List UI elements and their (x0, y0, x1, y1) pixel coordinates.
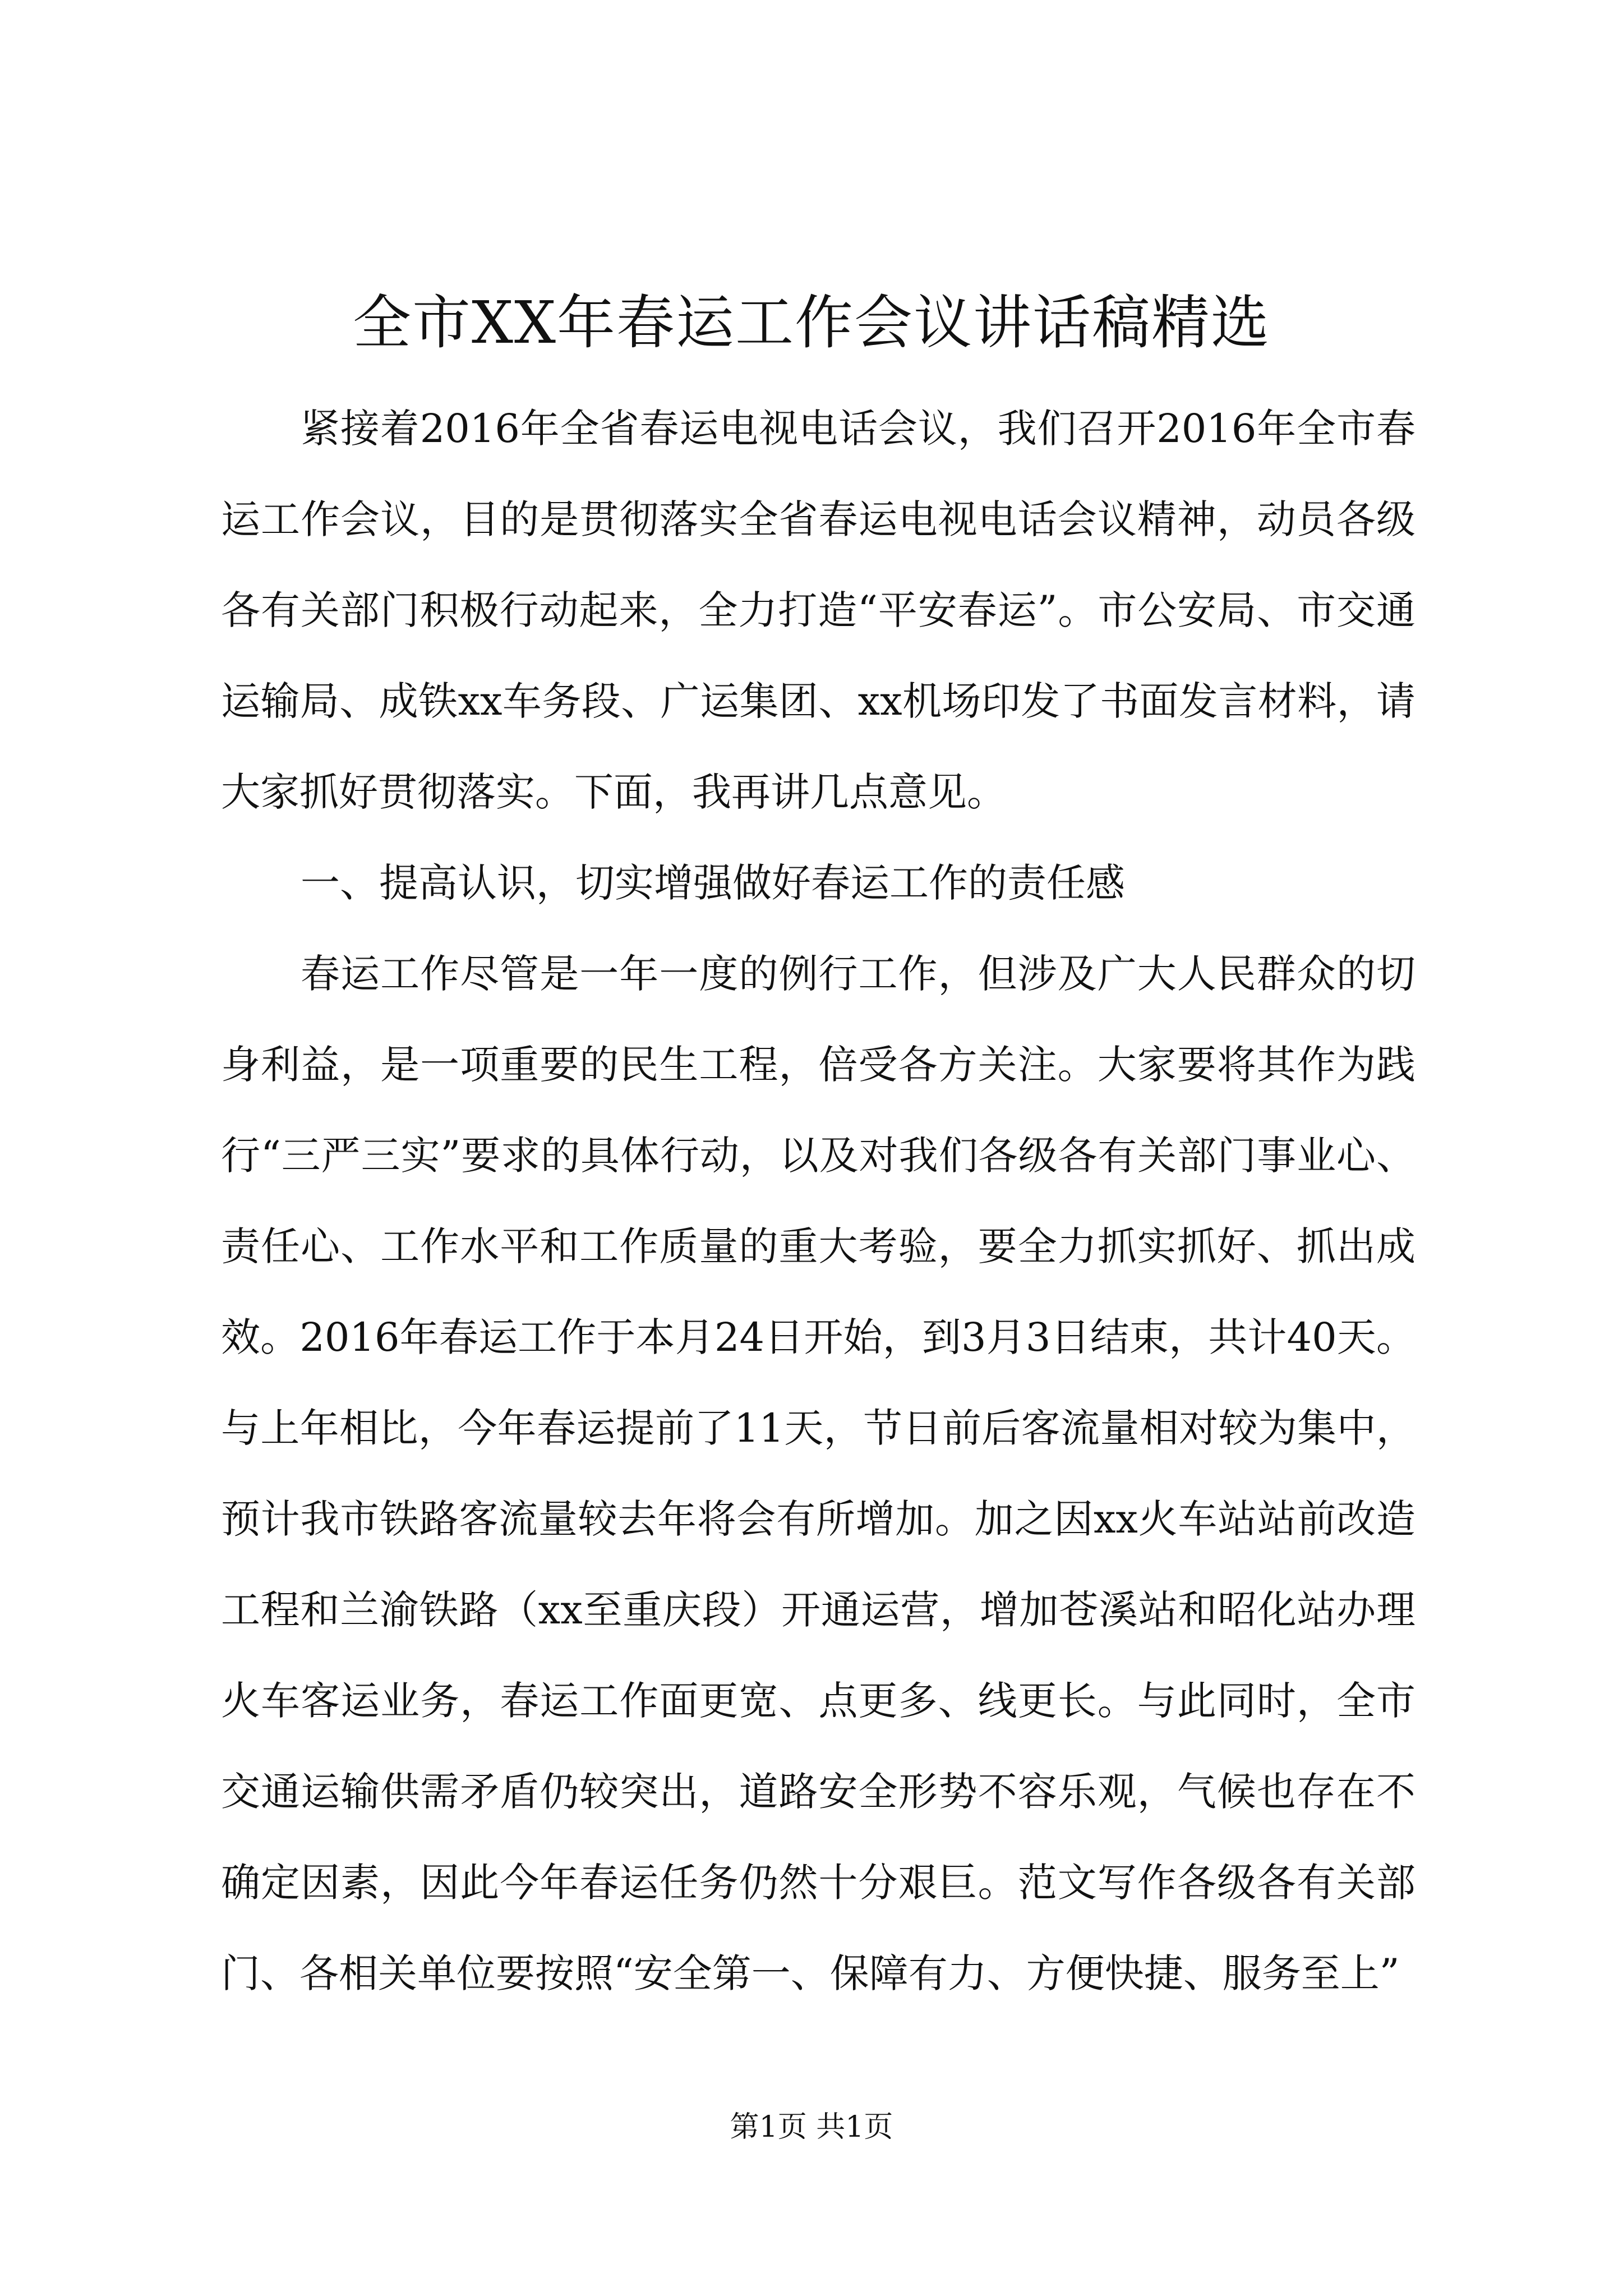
document-title: 全市XX年春运工作会议讲话稿精选 (352, 288, 1271, 357)
paragraph-section-1: 春运工作尽管是一年一度的例行工作，但涉及广大人民群众的切身利益，是一项重要的民生工程，倍受各方关注。大家要将其作为践行“三严三实”要求的具体行动，以及对我们各级各有关部门事业心、责任心、工作水平和工作质量的重大考验，要全力抓实抓好、抓出成效。2016年春运工作于本月24日开始，到3月3日结束，共计40天。与上年相比，今年春运提前了11天，节日前后客流量相对较为集中，预计我市铁路客流量较去年将会有所增加。加之因xx火车站站前改造工程和兰渝铁路（xx至重庆段）开通运营，增加苍溪站和昭化站办理火车客运业务，春运工作面更宽、点更多、线更长。与此同时，全市交通运输供需矛盾仍较突出，道路安全形势不容乐观，气候也存在不确定因素，因此今年春运任务仍然十分艰巨。范文写作各级各有关部门、各相关单位要按照“安全第一、保障有力、方便快捷、服务至上” (221, 951, 1415, 1996)
paragraph-intro: 紧接着2016年全省春运电视电话会议，我们召开2016年全市春运工作会议，目的是贯彻落实全省春运电视电话会议精神，动员各级各有关部门积极行动起来，全力打造“平安春运”。市公安局、市交通运输局、成铁xx车务段、广运集团、xx机场印发了书面发言材料，请大家抓好贯彻落实。下面，我再讲几点意见。 (221, 406, 1415, 815)
document-body (221, 383, 1415, 2019)
section-heading-1: 一、提高认识，切实增强做好春运工作的责任感 (301, 860, 1125, 906)
page-number-footer: 第1页 共1页 (730, 2110, 893, 2144)
